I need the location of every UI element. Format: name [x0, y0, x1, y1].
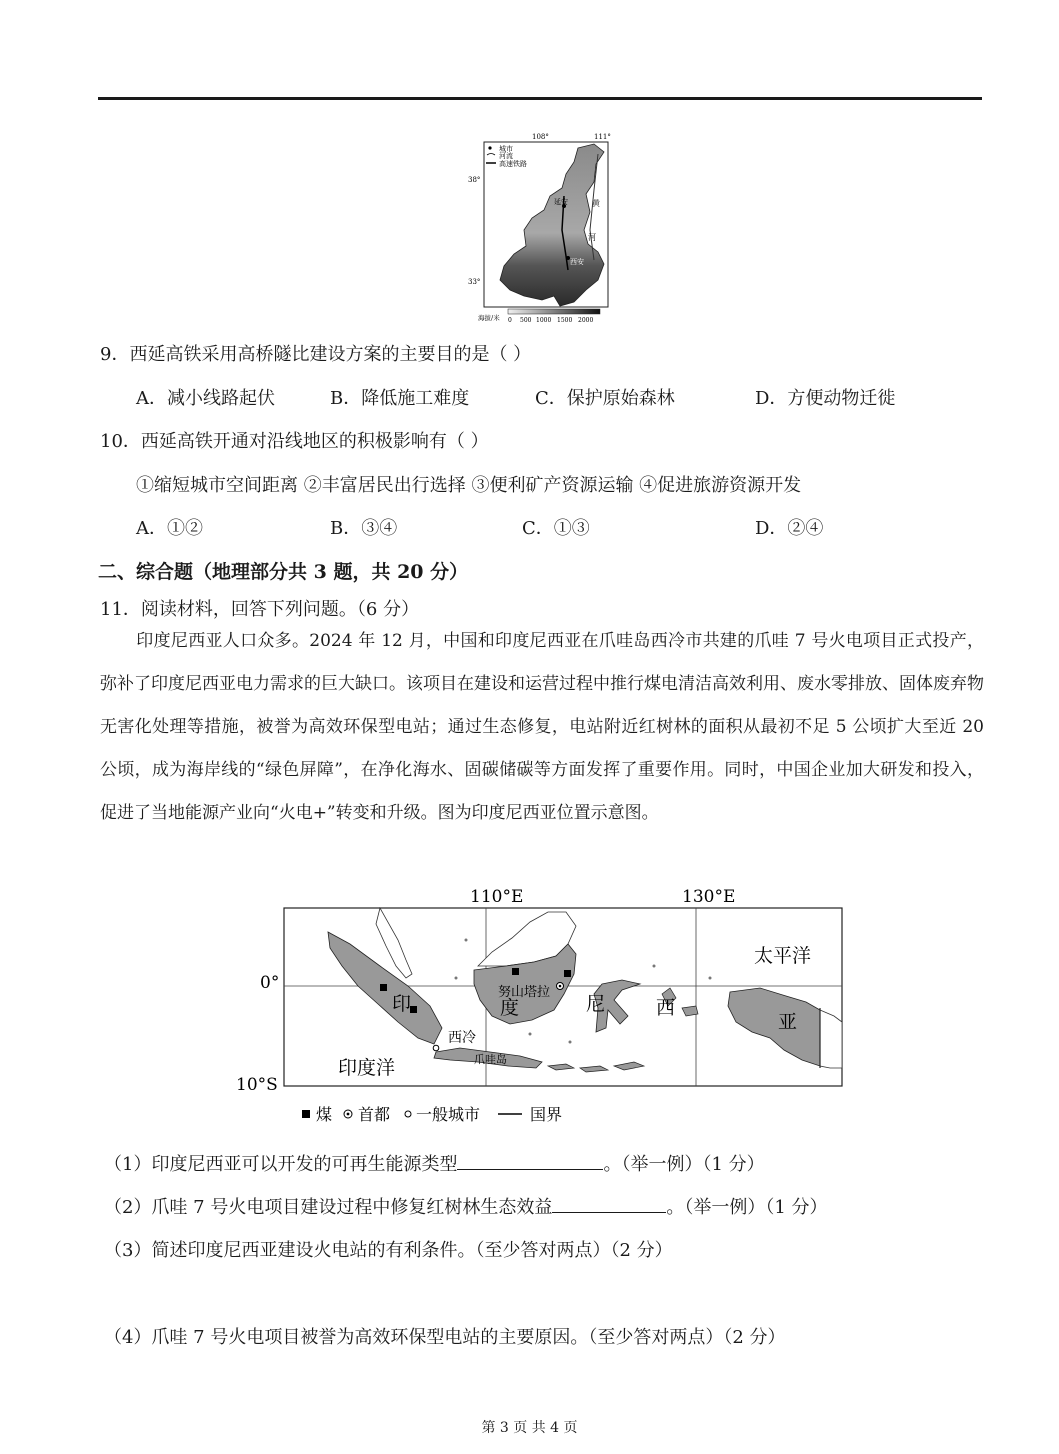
yanan-label: 延安 [554, 198, 568, 206]
q10-option-b: B．③④ [330, 518, 398, 539]
legend-city-icon [405, 1111, 411, 1117]
legend-city-label: 一般城市 [416, 1105, 481, 1124]
coal-marker [512, 968, 519, 975]
q9-option-d: D．方便动物迁徙 [755, 388, 896, 409]
q11-sub2-text: （2）爪哇 7 号火电项目建设过程中修复红树林生态效益 [104, 1197, 553, 1218]
country-char-ni: 尼 [586, 993, 606, 1015]
scale-tick-1000: 1000 [536, 317, 552, 324]
q11-sub3: （3）简述印度尼西亚建设火电站的有利条件。（至少答对两点）（2 分） [104, 1240, 673, 1261]
map1-lat-38: 38° [468, 176, 481, 184]
scale-tick-1500: 1500 [557, 317, 573, 324]
legend-border-label: 国界 [530, 1105, 563, 1124]
legend-coal-label: 煤 [316, 1105, 333, 1124]
coal-marker [410, 1006, 417, 1013]
small-island [653, 965, 656, 968]
coal-marker [564, 970, 571, 977]
q10-option-d: D．②④ [755, 518, 824, 539]
q11-sub2-suffix: 。（举一例）（1 分） [666, 1197, 828, 1218]
city-marker-serang [433, 1045, 439, 1051]
country-char-ya: 亚 [778, 1011, 798, 1033]
nusantara-label: 努山塔拉 [498, 985, 551, 1000]
lon-label-110e: 110°E [470, 887, 524, 907]
small-island [569, 1041, 572, 1044]
q11-sub1 [104, 1150, 765, 1176]
q11-material-text: 印度尼西亚人口众多。2024 年 12 月，中国和印度尼西亚在爪哇岛西冷市共建的爪哇 7 号火电项目正式投产，弥补了印度尼西亚电力需求的巨大缺口。该项目在建设和运营过程中推行煤电清洁高效利用、废水零排放、固体废弃物无害化处理等措施，被誉为高效环保型电站；通过生态修复，电站附近红树林的面积从最初不足 5 公顷扩大至近 20 公顷，成为海岸线的“绿色屏障”，在净化海水、固碳储碳等方面发挥了重要作用。同时，中国企业加大研发和投入，促进了当地能源产业向“火电+”转变和升级。图为印度尼西亚位置示意图。 [100, 631, 984, 823]
legend-capital-icon-dot [347, 1113, 350, 1116]
q11-sub1-answer-blank[interactable] [457, 1153, 603, 1170]
legend-capital-label: 首都 [358, 1105, 391, 1124]
elevation-scale-label: 海拔/米 [478, 314, 500, 322]
scale-tick-0: 0 [508, 317, 512, 324]
scale-tick-500: 500 [520, 317, 532, 324]
map1-lon-111: 111° [594, 133, 611, 141]
section-2-title: 二、综合题（地理部分共 3 题，共 20 分） [98, 561, 469, 583]
small-island [709, 977, 712, 980]
scale-tick-2000: 2000 [578, 317, 594, 324]
q9-option-a: A．减小线路起伏 [136, 388, 275, 409]
lon-label-130e: 130°E [682, 887, 736, 907]
serang-label: 西冷 [448, 1030, 476, 1046]
river-char-1: 黄 [592, 199, 600, 208]
xian-label: 西安 [570, 258, 584, 266]
java-island-label: 爪哇岛 [474, 1053, 507, 1066]
country-char-yin: 印 [392, 993, 412, 1015]
capital-marker-dot [559, 985, 562, 988]
map1-lat-33: 33° [468, 278, 481, 286]
coal-marker [380, 984, 387, 991]
q9-stem: 9．西延高铁采用高桥隧比建设方案的主要目的是（ ） [100, 344, 532, 365]
lat-label-10s: 10°S [236, 1075, 278, 1095]
elevation-scale-bar [508, 309, 600, 314]
lat-label-0: 0° [260, 973, 280, 993]
q11-sub2 [104, 1193, 828, 1219]
legend-city-icon [488, 146, 491, 149]
q11-sub1-text: （1）印度尼西亚可以开发的可再生能源类型 [104, 1154, 458, 1175]
legend-railway-label: 高速铁路 [499, 160, 527, 168]
shaanxi-relief-map [466, 130, 616, 325]
q11-sub4: （4）爪哇 7 号火电项目被誉为高效环保型电站的主要原因。（至少答对两点）（2 分） [104, 1327, 786, 1348]
map1-lon-108: 108° [532, 133, 549, 141]
river-char-2: 河 [588, 233, 596, 242]
q9-option-b: B．降低施工难度 [330, 388, 470, 409]
q11-sub2-answer-blank[interactable] [552, 1196, 666, 1213]
indonesia-location-map [230, 882, 850, 1130]
indian-ocean-label: 印度洋 [338, 1057, 396, 1079]
legend-city-label: 城市 [499, 145, 513, 153]
q10-option-c: C．①③ [522, 518, 590, 539]
legend-river-label: 河流 [499, 152, 513, 160]
q11-sub1-suffix: 。（举一例）（1 分） [603, 1154, 765, 1175]
small-island [465, 939, 468, 942]
country-char-xi: 西 [656, 997, 676, 1019]
small-island [529, 1033, 532, 1036]
country-char-du: 度 [500, 997, 520, 1019]
pacific-ocean-label: 太平洋 [754, 945, 812, 967]
page-footer: 第 3 页 共 4 页 [481, 1420, 578, 1436]
q10-stem: 10．西延高铁开通对沿线地区的积极影响有（ ） [100, 431, 489, 452]
legend-coal-icon [302, 1110, 310, 1118]
q11-stem: 11．阅读材料，回答下列问题。（6 分） [100, 599, 420, 620]
q10-option-a: A．①② [136, 518, 203, 539]
q11-material-paragraph [100, 620, 984, 835]
q10-choices: ①缩短城市空间距离 ②丰富居民出行选择 ③便利矿产资源运输 ④促进旅游资源开发 [136, 475, 802, 496]
top-rule [98, 97, 982, 100]
small-island [455, 977, 458, 980]
q9-option-c: C．保护原始森林 [535, 388, 675, 409]
